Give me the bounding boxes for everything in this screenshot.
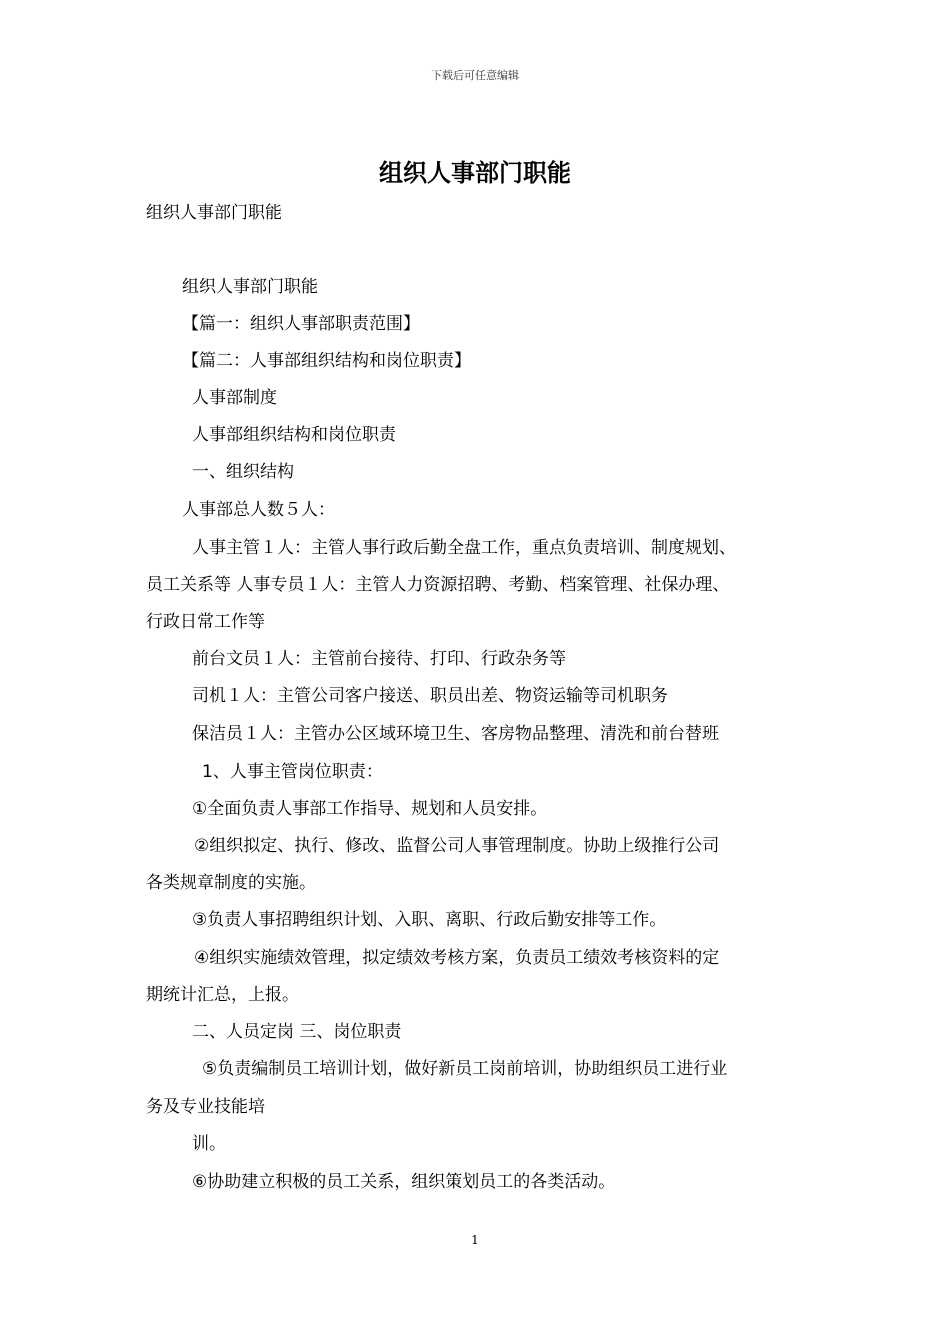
paragraph-line: 各类规章制度的实施。 xyxy=(146,873,316,893)
paragraph-line: 司机１人：主管公司客户接送、职员出差、物资运输等司机职务 xyxy=(192,686,668,706)
paragraph-line: 【篇一：组织人事部职责范围】 xyxy=(182,314,420,334)
paragraph-line: ④组织实施绩效管理，拟定绩效考核方案，负责员工绩效考核资料的定 xyxy=(194,948,720,968)
subtitle-line: 组织人事部门职能 xyxy=(146,203,282,223)
paragraph-line: 人事部组织结构和岗位职责 xyxy=(192,425,396,445)
paragraph-line: ①全面负责人事部工作指导、规划和人员安排。 xyxy=(192,799,548,819)
paragraph-line: 人事部总人数５人： xyxy=(182,500,335,520)
paragraph-line: 1、人事主管岗位职责： xyxy=(202,762,383,782)
paragraph-line: ②组织拟定、执行、修改、监督公司人事管理制度。协助上级推行公司 xyxy=(194,836,720,856)
paragraph-line: ③负责人事招聘组织计划、入职、离职、行政后勤安排等工作。 xyxy=(192,910,667,930)
paragraph-line: 二、人员定岗 三、岗位职责 xyxy=(192,1022,402,1042)
paragraph-line: 前台文员１人：主管前台接待、打印、行政杂务等 xyxy=(192,649,566,669)
paragraph-line: 行政日常工作等 xyxy=(146,612,265,632)
document-title: 组织人事部门职能 xyxy=(379,159,571,187)
paragraph-line: 期统计汇总，上报。 xyxy=(146,985,299,1005)
paragraph-line: 务及专业技能培 xyxy=(146,1097,265,1117)
paragraph-line: 组织人事部门职能 xyxy=(182,277,318,297)
paragraph-line: 人事部制度 xyxy=(192,388,277,408)
paragraph-line: ⑤负责编制员工培训计划，做好新员工岗前培训，协助组织员工进行业 xyxy=(202,1059,728,1079)
paragraph-line: 训。 xyxy=(192,1134,226,1154)
paragraph-line: 保洁员１人：主管办公区域环境卫生、客房物品整理、清洗和前台替班 xyxy=(192,724,719,744)
paragraph-line: 【篇二：人事部组织结构和岗位职责】 xyxy=(182,351,471,371)
paragraph-line: 员工关系等 人事专员１人：主管人力资源招聘、考勤、档案管理、社保办理、 xyxy=(146,575,730,595)
paragraph-line: 人事主管１人：主管人事行政后勤全盘工作，重点负责培训、制度规划、 xyxy=(192,538,736,558)
header-note: 下载后可任意编辑 xyxy=(431,69,519,82)
page-number: 1 xyxy=(471,1233,479,1247)
paragraph-line: ⑥协助建立积极的员工关系，组织策划员工的各类活动。 xyxy=(192,1172,616,1192)
paragraph-line: 一、组织结构 xyxy=(192,462,294,482)
